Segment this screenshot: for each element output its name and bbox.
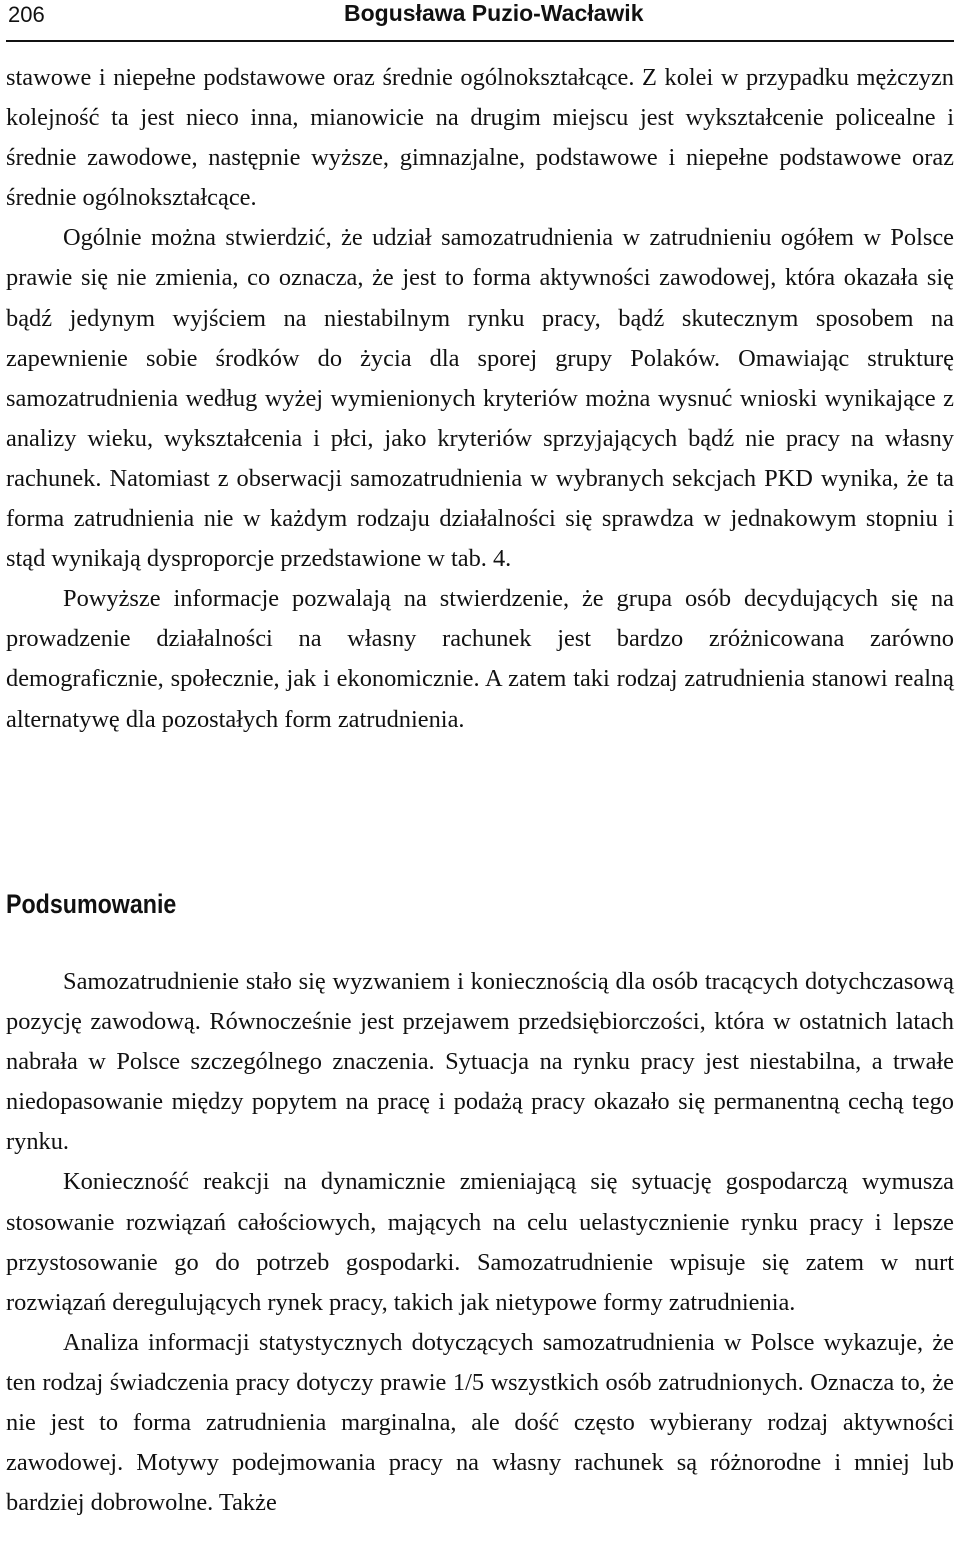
paragraph: Samozatrudnienie stało się wyzwaniem i koniecznością dla osób tracących dotychczasową pozycję zawodową. Równocześnie jest przejawem przedsiębiorczości, która w ostatnich latach nabrała w Polsce szczególnego znaczenia. Sytuacja na rynku pracy jest niestabilna, a trwałe niedopasowanie między popytem na pracę i podażą pracy okazało się permanentną cechą tego rynku. <box>6 968 954 1156</box>
header-author: Bogusława Puzio-Wacławik <box>344 0 644 26</box>
paragraph: Konieczność reakcji na dynamicznie zmieniającą się sytuację gospodarczą wymusza stosowanie rozwiązań całościowych, mających na celu uelastycznienie rynku pracy i lepsze przystosowanie go do potrzeb gospodarki. Samozatrudnienie wpisuje się zatem w nurt rozwiązań deregulujących rynek pracy, takich jak nietypowe formy zatrudnienia. <box>6 1168 954 1316</box>
summary-text <box>6 962 954 1523</box>
paragraph: Analiza informacji statystycznych dotyczących samozatrudnienia w Polsce wykazuje, że ten rodzaj świadczenia pracy dotyczy prawie 1/5 wszystkich osób zatrudnionych. Oznacza to, że nie jest to forma zatrudnienia marginalna, ale dość często wybierany rodzaj aktywności zawodowej. Motywy podejmowania pracy na własny rachunek są różnorodne i mniej lub bardziej dobrowolne. Także <box>6 1328 954 1517</box>
paragraph: Ogólnie można stwierdzić, że udział samozatrudnienia w zatrudnieniu ogółem w Polsce prawie się nie zmienia, co oznacza, że jest to forma aktywności zawodowej, która okazała się bądź jedynym wyjściem na niestabilnym rynku pracy, bądź skutecznym sposobem na zapewnienie sobie środków do życia dla sporej grupy Polaków. Omawiając strukturę samozatrudnienia według wyżej wymienionych kryteriów można wysnuć wnioski wynikające z analizy wieku, wykształcenia i płci, jako kryteriów sprzyjających bądź nie pracy na własny rachunek. Natomiast z obserwacji samozatrudnienia w wybranych sekcjach PKD wynika, że ta forma zatrudnienia nie w każdym rodzaju działalności się sprawdza w jednakowym stopniu i stąd wynikają dysproporcje przedstawione w tab. 4. <box>6 224 954 573</box>
page-number: 206 <box>8 2 45 27</box>
section-heading: Podsumowanie <box>6 889 177 919</box>
paragraph: Powyższe informacje pozwalają na stwierdzenie, że grupa osób decydujących się na prowadzenie działalności na własny rachunek jest bardzo zróżnicowana zarówno demograficznie, społecznie, jak i ekonomicznie. A zatem taki rodzaj zatrudnienia stanowi realną alternatywę dla pozostałych form zatrudnienia. <box>6 585 954 733</box>
header-rule <box>6 40 954 42</box>
paragraph-continued: stawowe i niepełne podstawowe oraz średnie ogólnokształcące. Z kolei w przypadku mężczyzn kolejność ta jest nieco inna, mianowicie na drugim miejscu jest wykształcenie policealne i średnie zawodowe, następnie wyższe, gimnazjalne, podstawowe i niepełne podstawowe oraz średnie ogólnokształcące. <box>6 64 954 212</box>
body-text <box>6 58 954 740</box>
running-header <box>6 0 954 38</box>
